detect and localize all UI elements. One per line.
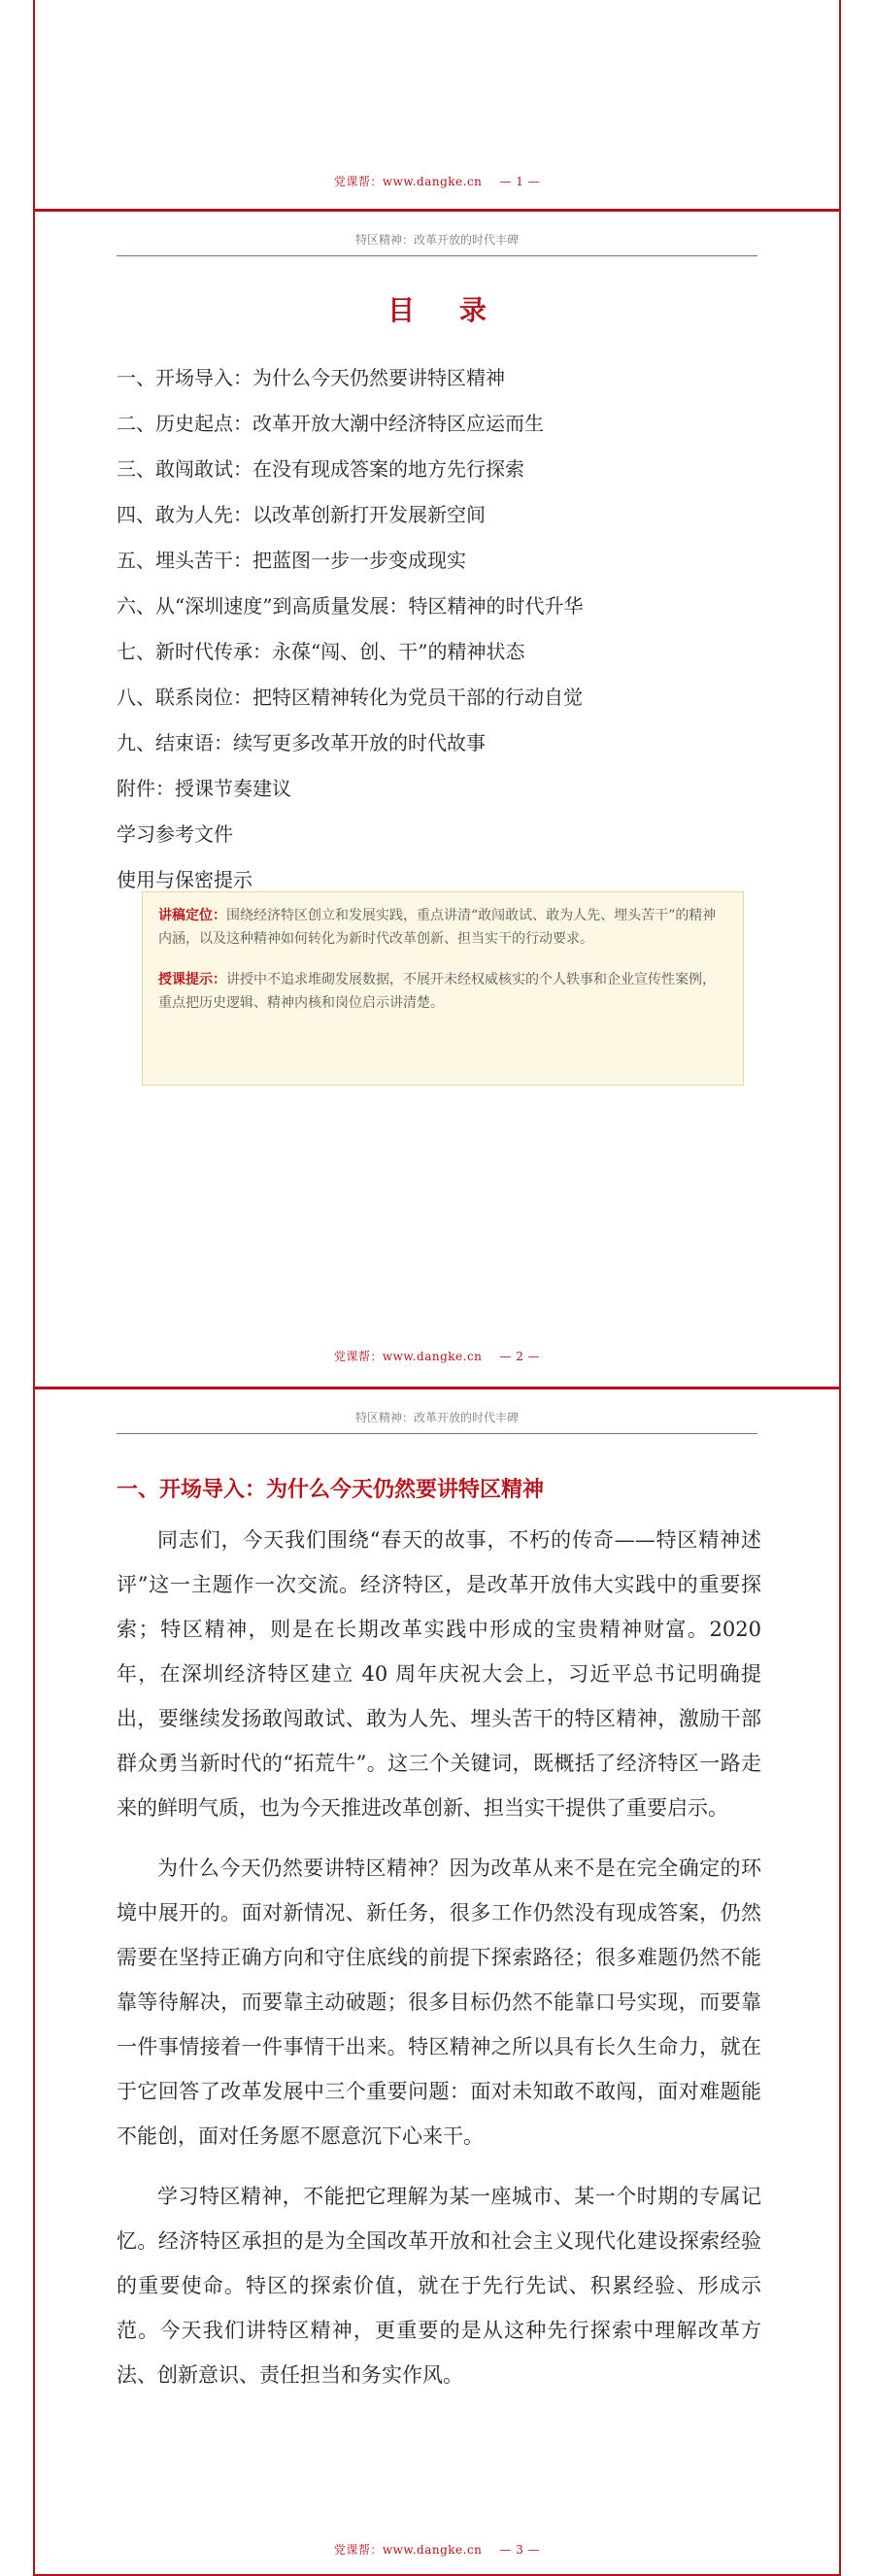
toc-item: 学习参考文件	[117, 822, 233, 846]
toc-title: 目 录	[387, 294, 504, 326]
page-number: — 1 —	[499, 175, 541, 188]
footer-site: 党课帮：www.dangke.cn	[333, 175, 483, 188]
section-body	[117, 1518, 761, 2413]
footer-site: 党课帮：www.dangke.cn	[333, 2543, 483, 2557]
page-footer	[35, 1348, 839, 1364]
toc-list	[117, 355, 583, 903]
tips-note	[158, 968, 727, 1015]
toc-item: 使用与保密提示	[117, 868, 252, 891]
toc-item: 四、敢为人先：以改革创新打开发展新空间	[117, 503, 486, 526]
footer-site: 党课帮：www.dangke.cn	[333, 1350, 483, 1363]
page-header: 特区精神：改革开放的时代丰碑	[117, 1409, 757, 1434]
toc-item: 三、敢闯敢试：在没有现成答案的地方先行探索	[117, 457, 524, 481]
positioning-label: 讲稿定位：	[158, 908, 226, 923]
tips-text: 讲授中不追求堆砌发展数据，不展开未经权威核实的个人轶事和企业宣传性案例，重点把历史逻辑、精神内核和岗位启示讲清楚。	[158, 972, 716, 1011]
toc-item: 九、结束语：续写更多改革开放的时代故事	[117, 731, 486, 754]
page-number: — 3 —	[499, 2543, 541, 2557]
toc-item: 五、埋头苦干：把蓝图一步一步变成现实	[117, 549, 466, 572]
page-header: 特区精神：改革开放的时代丰碑	[117, 231, 757, 256]
page-number: — 2 —	[499, 1350, 541, 1363]
positioning-note	[158, 904, 727, 951]
page-footer	[35, 2541, 839, 2558]
toc-item: 八、联系岗位：把特区精神转化为党员干部的行动自觉	[117, 686, 583, 709]
page-3	[33, 1389, 841, 2576]
notes-box	[142, 891, 744, 1086]
toc-item: 七、新时代传承：永葆“闯、创、干”的精神状态	[117, 640, 525, 663]
page-2	[33, 212, 841, 1389]
positioning-text: 围绕经济特区创立和发展实践，重点讲清“敢闯敢试、敢为人先、埋头苦干”的精神内涵，以及这种精神如何转化为新时代改革创新、担当实干的行动要求。	[158, 908, 717, 947]
page-1	[33, 0, 841, 212]
toc-item: 六、从“深圳速度”到高质量发展：特区精神的时代升华	[117, 594, 584, 618]
section-title: 一、开场导入：为什么今天仍然要讲特区精神	[117, 1477, 545, 1502]
paragraph: 学习特区精神，不能把它理解为某一座城市、某一个时期的专属记忆。经济特区承担的是为全国改革开放和社会主义现代化建设探索经验的重要使命。特区的探索价值，就在于先行先试、积累经验、形成示范。今天我们讲特区精神，更重要的是从这种先行探索中理解改革方法、创新意识、责任担当和务实作风。	[117, 2185, 761, 2387]
toc-item: 二、历史起点：改革开放大潮中经济特区应运而生	[117, 412, 544, 435]
paragraph: 为什么今天仍然要讲特区精神？因为改革从来不是在完全确定的环境中展开的。面对新情况、新任务，很多工作仍然没有现成答案，仍然需要在坚持正确方向和守住底线的前提下探索路径；很多难题仍然不能靠等待解决，而要靠主动破题；很多目标仍然不能靠口号实现，而要靠一件事情接着一件事情干出来。特区精神之所以具有长久生命力，就在于它回答了改革发展中三个重要问题：面对未知敢不敢闯，面对难题能不能创，面对任务愿不愿意沉下心来干。	[117, 1857, 761, 2148]
paragraph: 同志们，今天我们围绕“春天的故事，不朽的传奇——特区精神述评”这一主题作一次交流。经济特区，是改革开放伟大实践中的重要探索；特区精神，则是在长期改革实践中形成的宝贵精神财富。2020 年，在深圳经济特区建立 40 周年庆祝大会上，习近平总书记明确提出，要继续发扬敢闯敢试、敢为人先、埋头苦干的特区精神，激励干部群众勇当新时代的“拓荒牛”。这三个关键词，既概括了经济特区一路走来的鲜明气质，也为今天推进改革创新、担当实干提供了重要启示。	[117, 1528, 761, 1820]
tips-label: 授课提示：	[158, 972, 226, 987]
toc-item: 附件：授课节奏建议	[117, 777, 291, 800]
toc-item: 一、开场导入：为什么今天仍然要讲特区精神	[117, 366, 505, 389]
page-footer	[35, 173, 839, 189]
